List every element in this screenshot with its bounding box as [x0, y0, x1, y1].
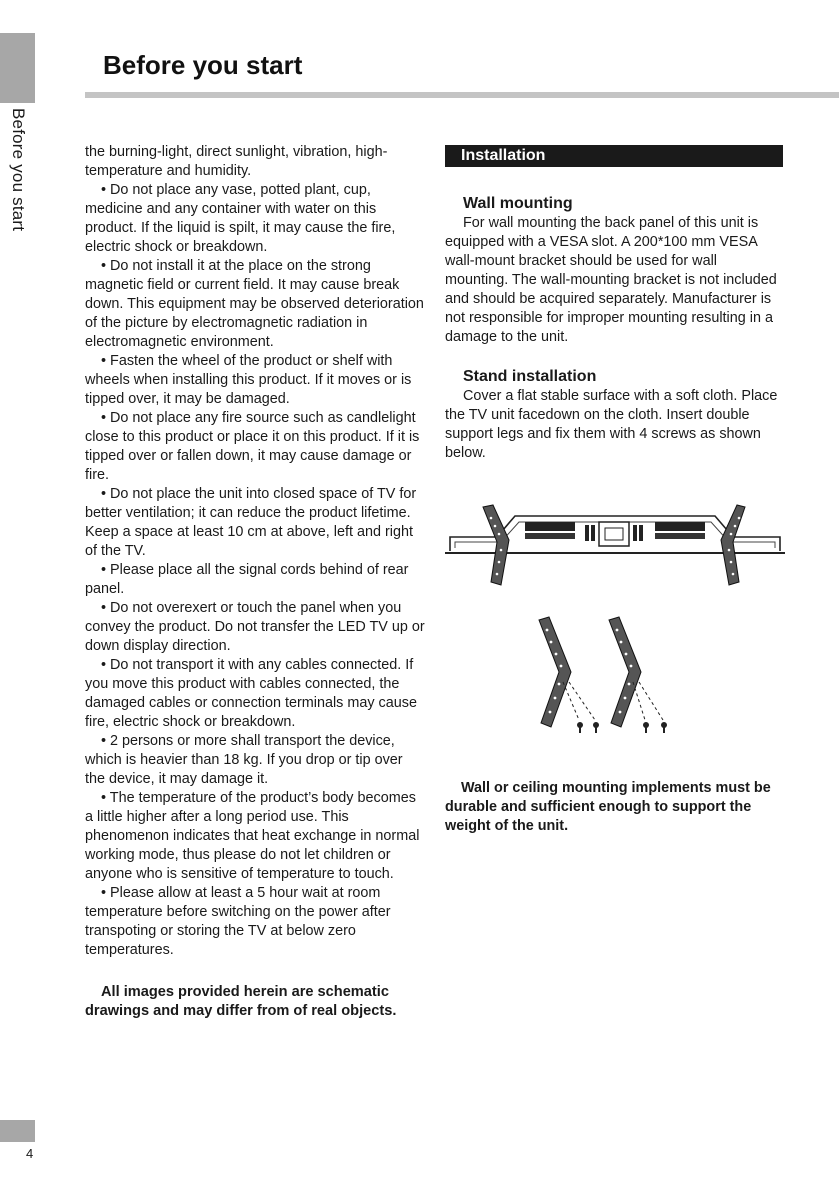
- title-rule: [85, 92, 839, 98]
- stand-installation-text: Cover a flat stable surface with a soft cloth. Place the TV unit facedown on the cloth. Insert double support legs and fix them with 4 screws as shown below.: [445, 388, 778, 461]
- schematic-note: All images provided herein are schematic drawings and may differ from of real objects.: [85, 984, 397, 1019]
- stand-legs-diagram: [525, 612, 685, 742]
- stand-installation-heading: Stand installation: [463, 368, 597, 385]
- tv-rear-diagram: [445, 500, 785, 600]
- page-number-tab: [0, 1120, 35, 1142]
- mounting-warning: Wall or ceiling mounting implements must be durable and sufficient enough to support the weight of the unit.: [445, 780, 771, 834]
- side-section-label: Before you start: [9, 108, 28, 232]
- list-item: • Do not place any vase, potted plant, cup, medicine and any container with water on this product. If the liquid is spilt, it may cause the fire, electric shock or breakdown.: [85, 182, 396, 255]
- list-item: • Fasten the wheel of the product or shelf with wheels when installing this product. If it moves or is tipped over, it may be damaged.: [85, 353, 412, 407]
- list-item: • Please place all the signal cords behind of rear panel.: [85, 562, 409, 597]
- list-item: • Do not place any fire source such as candlelight close to this product or place it on this product. If it is tipped over or fallen down, it may cause damage or fire.: [85, 410, 420, 483]
- list-item: • Do not place the unit into closed space of TV for better ventilation; it can reduce the product lifetime. Keep a space at least 10 cm at above, left and right of the TV.: [85, 486, 417, 559]
- list-item: • Do not install it at the place on the strong magnetic field or current field. It may cause break down. This equipment may be observed deterioration of the picture by electromagnetic radiation in electromagnetic environment.: [85, 258, 424, 350]
- left-column: [85, 143, 425, 1021]
- page-number: 4: [26, 1146, 34, 1161]
- installation-section-header: Installation: [445, 145, 783, 167]
- list-item: • Do not overexert or touch the panel when you convey the product. Do not transfer the LED TV up or down display direction.: [85, 600, 425, 654]
- intro-text: the burning-light, direct sunlight, vibration, high-temperature and humidity.: [85, 144, 388, 179]
- wall-mounting-heading: Wall mounting: [463, 195, 573, 212]
- right-column: [445, 145, 783, 463]
- wall-mounting-text: For wall mounting the back panel of this unit is equipped with a VESA slot. A 200*100 mm VESA wall-mount bracket should be used for wall mounting. The wall-mounting bracket is not included and should be acquired separately. Manufacturer is not responsible for improper mounting resulting in a damage to the unit.: [445, 215, 777, 345]
- page-title: Before you start: [103, 50, 303, 80]
- list-item: • Please allow at least a 5 hour wait at room temperature before switching on the power after transpoting or storing the TV at below zero temperatures.: [85, 885, 391, 958]
- side-tab-marker: [0, 33, 35, 103]
- list-item: • The temperature of the product’s body becomes a little higher after a long period use. This phenomenon indicates that heat exchange in normal working mode, thus please do not let children or anyone who is sensitive of temperature to touch.: [85, 790, 420, 882]
- list-item: • Do not transport it with any cables connected. If you move this product with cables connected, the damaged cables or connection terminals may cause fire, electric shock or breakdown.: [85, 657, 417, 730]
- list-item: • 2 persons or more shall transport the device, which is heavier than 18 kg. If you drop or tip over the device, it may damage it.: [85, 733, 403, 787]
